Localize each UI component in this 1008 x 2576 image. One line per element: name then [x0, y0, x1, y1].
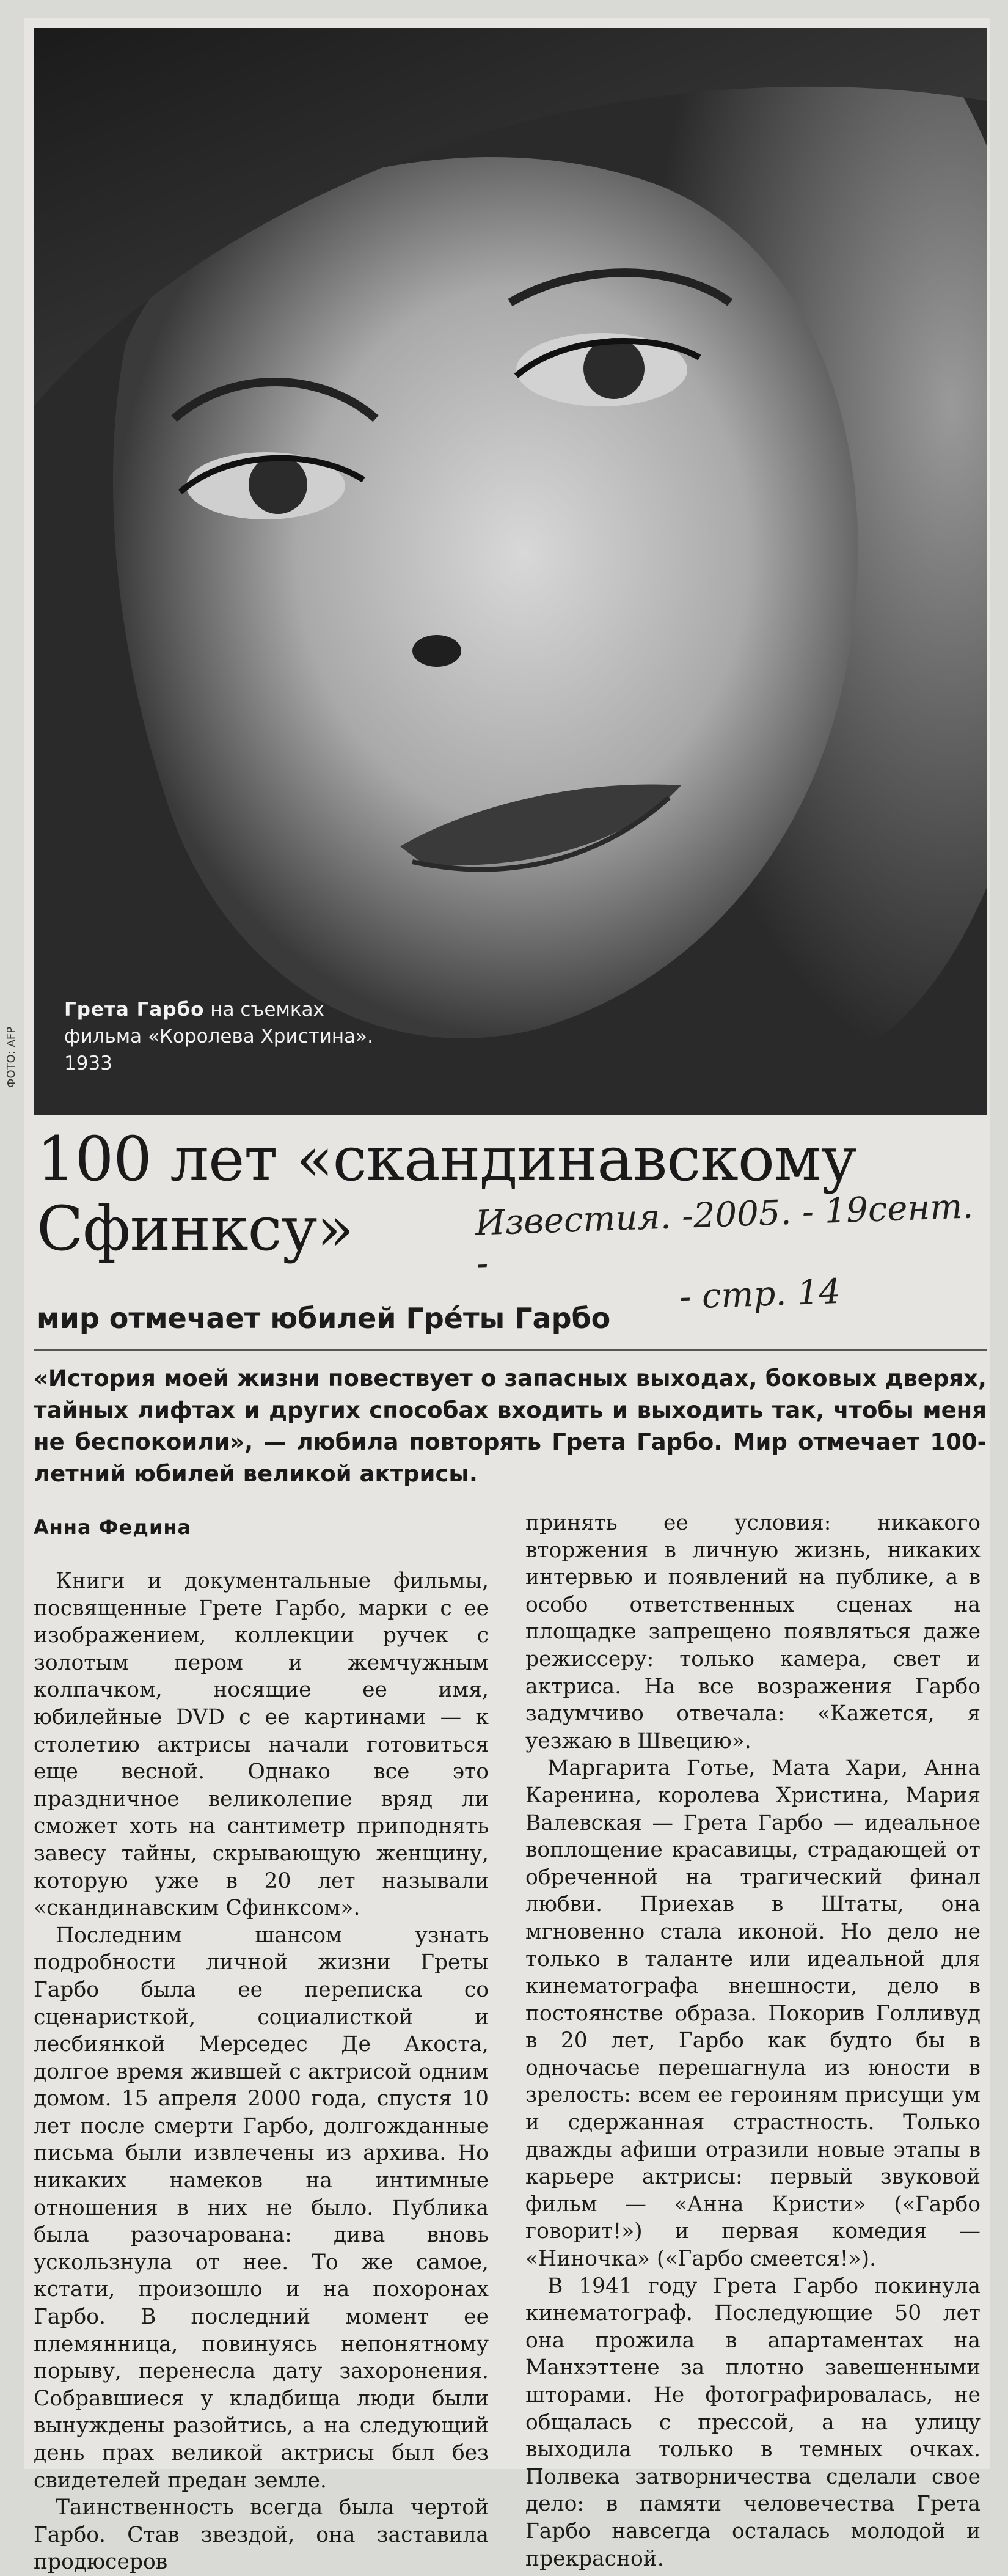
paragraph: Маргарита Готье, Мата Хари, Анна Каренина, королева Христина, Мария Валевская — Грета Гарбо — идеальное воплощение красавицы, страдающей от обреченной на трагический финал любви. Приехав в Штаты, она мгновенно стала иконой. Но дело не только в таланте или идеальной для кинематографа внешности, дело в постоянстве образа. Покорив Голливуд в 20 лет, Гарбо как будто бы в одночасье перешагнула из юности в зрелость: всем ее героиням присущи ум и сдержанная страстность. Только дважды афиши отразили новые этапы в карьере актрисы: первый звуковой фильм — «Анна Кристи» («Гарбо говорит!») и первая комедия — «Ниночка» («Гарбо смеется!»).: [525, 1756, 981, 2272]
article-column-1: [34, 1568, 489, 2576]
portrait-image: [34, 28, 987, 1115]
subtitle: мир отмечает юбилей Гре́ты Гарбо: [37, 1302, 611, 1335]
handwritten-note-line-2: - стр. 14: [679, 1271, 842, 1318]
author-byline: Анна Федина: [34, 1516, 192, 1539]
photo-credit: ФОТО: AFP: [5, 1026, 18, 1088]
handwritten-note-line-1: Известия. -2005. - 19сент. -: [474, 1186, 974, 1284]
article-column-2: [525, 1510, 981, 2572]
paragraph: Таинственность всегда была чертой Гарбо. Став звездой, она заставила продюсеров: [34, 2495, 489, 2575]
headline-line-2: Сфинксу»: [37, 1193, 354, 1264]
portrait-photo: [34, 28, 987, 1115]
lead-paragraph: «История моей жизни повествует о запасных выходах, боковых дверях, тайных лифтах и других способах входить и выходить так, чтобы меня не беспокоили», — любила повторять Грета Гарбо. Мир отмечает 100-летний юбилей великой актрисы.: [34, 1365, 987, 1487]
caption-text: на съемках фильма «Королева Христина». 1933: [64, 999, 373, 1074]
headline-line-1: 100 лет «скандинавскому: [37, 1123, 856, 1195]
divider: [34, 1349, 987, 1351]
photo-caption: [64, 996, 382, 1077]
paragraph: Книги и документальные фильмы, посвященные Грете Гарбо, марки с ее изображением, коллекции ручек с золотым пером и жемчужным колпачком, носящие ее имя, юбилейные DVD с ее картинами — к столетию актрисы начали готовиться еще весной. Однако все это праздничное великолепие вряд ли сможет хоть на сантиметр приподнять завесу тайны, скрывающую женщину, которую уже в 20 лет называли «скандинавским Сфинксом».: [34, 1569, 489, 1921]
paragraph: В 1941 году Грета Гарбо покинула кинематограф. Последующие 50 лет она прожила в апартаментах на Манхэттене за плотно завешенными шторами. Не фотографировалась, не общалась с прессой, а на улицу выходила только в темных очках. Полвека затворничества сделали свое дело: в памяти человечества Грета Гарбо навсегда осталась молодой и прекрасной.: [525, 2273, 981, 2571]
caption-name: Грета Гарбо: [64, 999, 205, 1021]
paragraph: Последним шансом узнать подробности личной жизни Греты Гарбо была ее переписка со сценаристкой, социалисткой и лесбиянкой Мерседес Де Акоста, долгое время жившей с актрисой одним домом. 15 апреля 2000 года, спустя 10 лет после смерти Гарбо, долгожданные письма были извлечены из архива. Но никаких намеков на интимные отношения в них не было. Публика была разочарована: дива вновь ускользнула от нее. То же самое, кстати, произошло и на похоронах Гарбо. В последний момент ее племянница, повинуясь непонятному порыву, перенесла дату захоронения. Собравшиеся у кладбища люди были вынуждены разойтись, а на следующий день прах великой актрисы был без свидетелей предан земле.: [34, 1923, 489, 2493]
paragraph: принять ее условия: никакого вторжения в личную жизнь, никаких интервью и появлений на публике, а в особо ответственных сценах на площадке запрещено появляться даже режиссеру: только камера, свет и актриса. На все возражения Гарбо задумчиво отвечала: «Кажется, я уезжаю в Швецию».: [525, 1511, 981, 1753]
